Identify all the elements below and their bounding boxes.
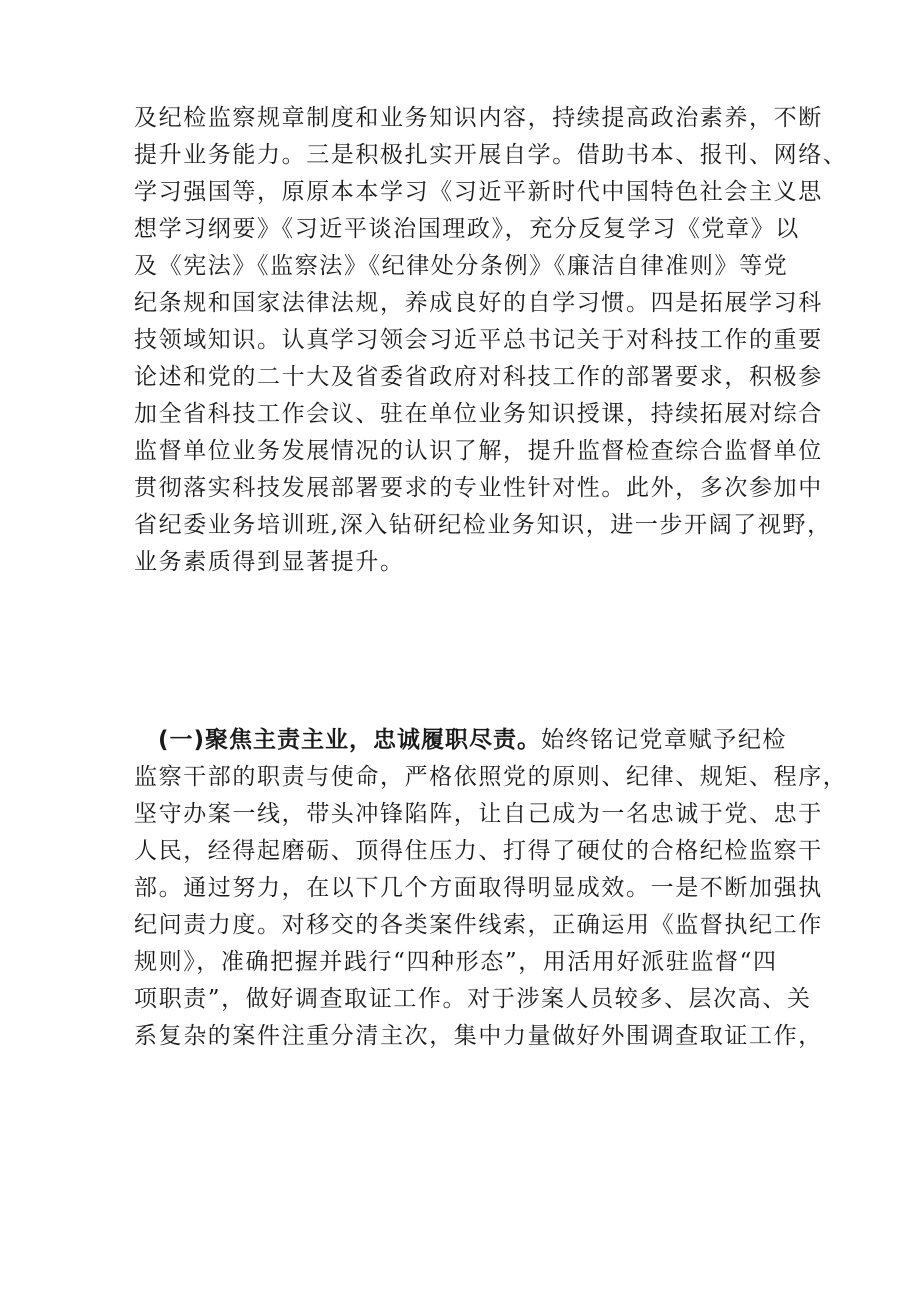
paragraph-line: 部。通过努力，在以下几个方面取得明显成效。一是不断加强执 (134, 875, 823, 901)
paragraph-line: 纪条规和国家法律法规，养成良好的自学习惯。四是拓展学习科 (134, 290, 823, 316)
paragraph-line: 系复杂的案件注重分清主次，集中力量做好外围调查取证工作， (134, 1023, 823, 1049)
paragraph-line: 加全省科技工作会议、驻在单位业务知识授课，持续拓展对综合 (134, 401, 823, 427)
section-heading: (一)聚焦主责主业，忠诚履职尽责。 (158, 727, 542, 753)
paragraph-2 (134, 722, 848, 1055)
paragraph-line: 贯彻落实科技发展部署要求的专业性针对性。此外，多次参加中 (134, 475, 823, 501)
paragraph-line: 及纪检监察规章制度和业务知识内容，持续提高政治素养，不断 (134, 105, 823, 131)
paragraph-line: 论述和党的二十大及省委省政府对科技工作的部署要求，积极参 (134, 364, 823, 390)
paragraph-line: 业务素质得到显著提升。 (134, 549, 405, 575)
paragraph-line: 学习强国等，原原本本学习《习近平新时代中国特色社会主义思 (134, 179, 823, 205)
paragraph-line: 监察干部的职责与使命，严格依照党的原则、纪律、规矩、程序， (134, 764, 848, 790)
heading-line-text: 始终铭记党章赋予纪检 (541, 727, 788, 753)
paragraph-line: 监督单位业务发展情况的认识了解，提升监督检查综合监督单位 (134, 438, 823, 464)
paragraph-line: 提升业务能力。三是积极扎实开展自学。借助书本、报刊、网络、 (134, 142, 848, 168)
paragraph-first-line (134, 722, 798, 759)
paragraph-line: 项职责”，做好调查取证工作。对于涉案人员较多、层次高、关 (134, 986, 812, 1012)
paragraph-line: 技领域知识。认真学习领会习近平总书记关于对科技工作的重要 (134, 327, 823, 353)
paragraph-line: 人民，经得起磨砺、顶得住压力、打得了硬仗的合格纪检监察干 (134, 838, 823, 864)
paragraph-line: 坚守办案一线，带头冲锋陷阵，让自己成为一名忠诚于党、忠于 (134, 801, 823, 827)
paragraph-line: 纪问责力度。对移交的各类案件线索，正确运用《监督执纪工作 (134, 912, 823, 938)
paragraph-line: 规则》，准确把握并践行“四种形态”，用活用好派驻监督“四 (134, 949, 778, 975)
paragraph-line: 省纪委业务培训班,深入钻研纪检业务知识，进一步开阔了视野， (134, 512, 832, 538)
paragraph-line: 及《宪法》《监察法》《纪律处分条例》《廉洁自律准则》等党 (134, 253, 789, 279)
paragraph-1 (134, 100, 848, 581)
paragraph-line: 想学习纲要》《习近平谈治国理政》，充分反复学习《党章》以 (134, 216, 800, 242)
